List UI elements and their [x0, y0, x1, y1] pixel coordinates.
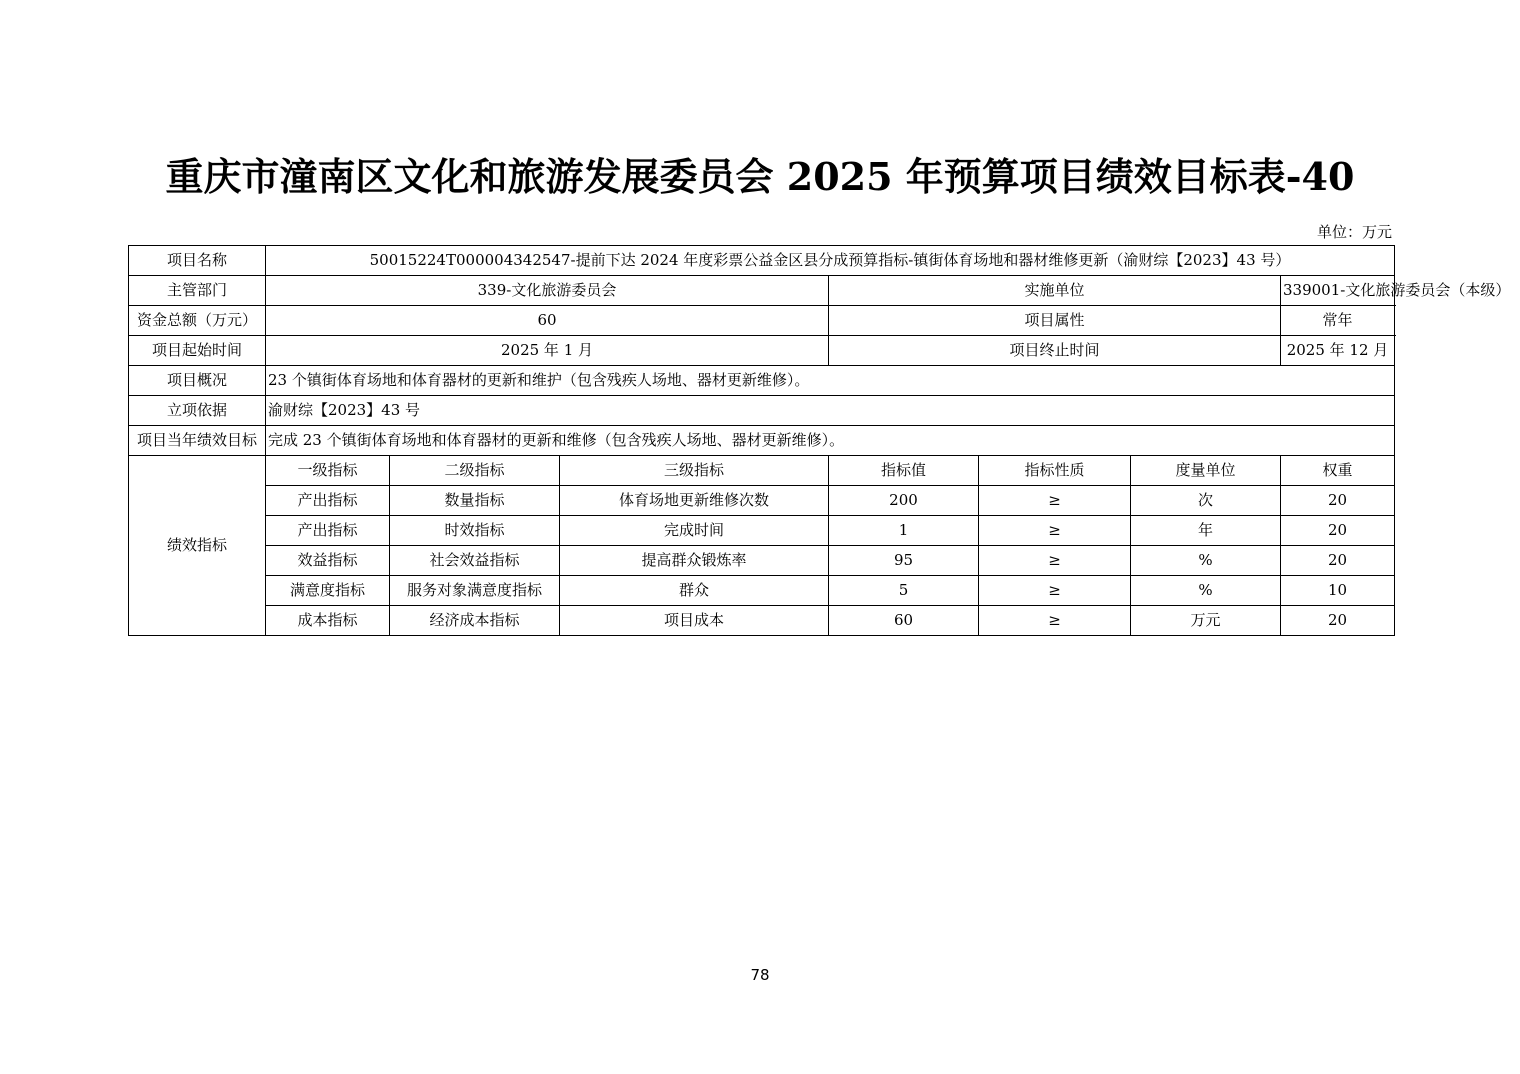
header-cell: 指标性质	[979, 456, 1131, 486]
indicator-cell: 万元	[1131, 606, 1281, 636]
row-time	[129, 336, 1395, 366]
indicator-cell: 60	[829, 606, 979, 636]
header-cell: 指标值	[829, 456, 979, 486]
overview-value: 23 个镇街体育场地和体育器材的更新和维护（包含残疾人场地、器材更新维修）。	[266, 366, 1395, 396]
indicator-header-row	[129, 456, 1395, 486]
indicator-cell: ≥	[979, 576, 1131, 606]
funds-label: 资金总额（万元）	[129, 306, 266, 336]
header-cell: 度量单位	[1131, 456, 1281, 486]
indicator-cell: 年	[1131, 516, 1281, 546]
indicator-cell: 社会效益指标	[390, 546, 560, 576]
indicator-row	[129, 486, 1395, 516]
indicator-cell: ≥	[979, 606, 1131, 636]
indicator-row	[129, 606, 1395, 636]
indicator-cell: 20	[1281, 606, 1395, 636]
indicator-cell: 完成时间	[560, 516, 829, 546]
indicator-cell: 产出指标	[266, 516, 390, 546]
indicator-row	[129, 546, 1395, 576]
indicator-cell: 效益指标	[266, 546, 390, 576]
row-goal	[129, 426, 1395, 456]
row-project-name	[129, 246, 1395, 276]
indicator-cell: 时效指标	[390, 516, 560, 546]
page-title: 重庆市潼南区文化和旅游发展委员会 2025 年预算项目绩效目标表-40	[165, 154, 1355, 199]
end-time-value: 2025 年 12 月	[1281, 336, 1395, 366]
start-time-value: 2025 年 1 月	[266, 336, 829, 366]
indicator-cell: 200	[829, 486, 979, 516]
indicator-cell: 成本指标	[266, 606, 390, 636]
header-cell: 一级指标	[266, 456, 390, 486]
performance-table	[128, 245, 1511, 636]
header-cell: 三级指标	[560, 456, 829, 486]
indicator-cell: %	[1131, 576, 1281, 606]
indicator-cell: 经济成本指标	[390, 606, 560, 636]
indicator-cell: 10	[1281, 576, 1395, 606]
unit-label: 单位：万元	[1316, 223, 1392, 241]
dept-value: 339-文化旅游委员会	[266, 276, 829, 306]
row-basis	[129, 396, 1395, 426]
indicator-cell: 数量指标	[390, 486, 560, 516]
indicator-cell: 体育场地更新维修次数	[560, 486, 829, 516]
indicator-cell: 服务对象满意度指标	[390, 576, 560, 606]
project-attr-value: 常年	[1281, 306, 1395, 336]
overview-label: 项目概况	[129, 366, 266, 396]
indicator-cell: 20	[1281, 516, 1395, 546]
row-funds	[129, 306, 1395, 336]
indicator-cell: 产出指标	[266, 486, 390, 516]
indicator-cell: %	[1131, 546, 1281, 576]
project-name-label: 项目名称	[129, 246, 266, 276]
indicator-cell: 提高群众锻炼率	[560, 546, 829, 576]
header-cell: 权重	[1281, 456, 1395, 486]
indicator-cell: 项目成本	[560, 606, 829, 636]
impl-unit-value: 339001-文化旅游委员会（本级）	[1281, 276, 1395, 306]
project-name-value: 50015224T000004342547-提前下达 2024 年度彩票公益金区县分成预算指标-镇街体育场地和器材维修更新（渝财综【2023】43 号）	[266, 246, 1395, 276]
indicator-cell: 群众	[560, 576, 829, 606]
header-cell: 二级指标	[390, 456, 560, 486]
indicator-cell: 1	[829, 516, 979, 546]
indicator-cell: 20	[1281, 486, 1395, 516]
indicator-cell: 次	[1131, 486, 1281, 516]
indicator-row	[129, 516, 1395, 546]
indicator-cell: 20	[1281, 546, 1395, 576]
indicator-row	[129, 576, 1395, 606]
dept-label: 主管部门	[129, 276, 266, 306]
indicator-cell: ≥	[979, 546, 1131, 576]
indicator-cell: 5	[829, 576, 979, 606]
row-overview	[129, 366, 1395, 396]
indicator-cell: ≥	[979, 486, 1131, 516]
goal-value: 完成 23 个镇街体育场地和体育器材的更新和维修（包含残疾人场地、器材更新维修）。	[266, 426, 1395, 456]
basis-label: 立项依据	[129, 396, 266, 426]
indicator-cell: ≥	[979, 516, 1131, 546]
indicators-label: 绩效指标	[129, 456, 266, 636]
basis-value: 渝财综【2023】43 号	[266, 396, 1395, 426]
project-attr-label: 项目属性	[829, 306, 1281, 336]
page-number: 78	[750, 966, 770, 984]
end-time-label: 项目终止时间	[829, 336, 1281, 366]
start-time-label: 项目起始时间	[129, 336, 266, 366]
impl-unit-label: 实施单位	[829, 276, 1281, 306]
row-dept	[129, 276, 1395, 306]
indicator-cell: 95	[829, 546, 979, 576]
indicator-cell: 满意度指标	[266, 576, 390, 606]
funds-value: 60	[266, 306, 829, 336]
goal-label: 项目当年绩效目标	[129, 426, 266, 456]
